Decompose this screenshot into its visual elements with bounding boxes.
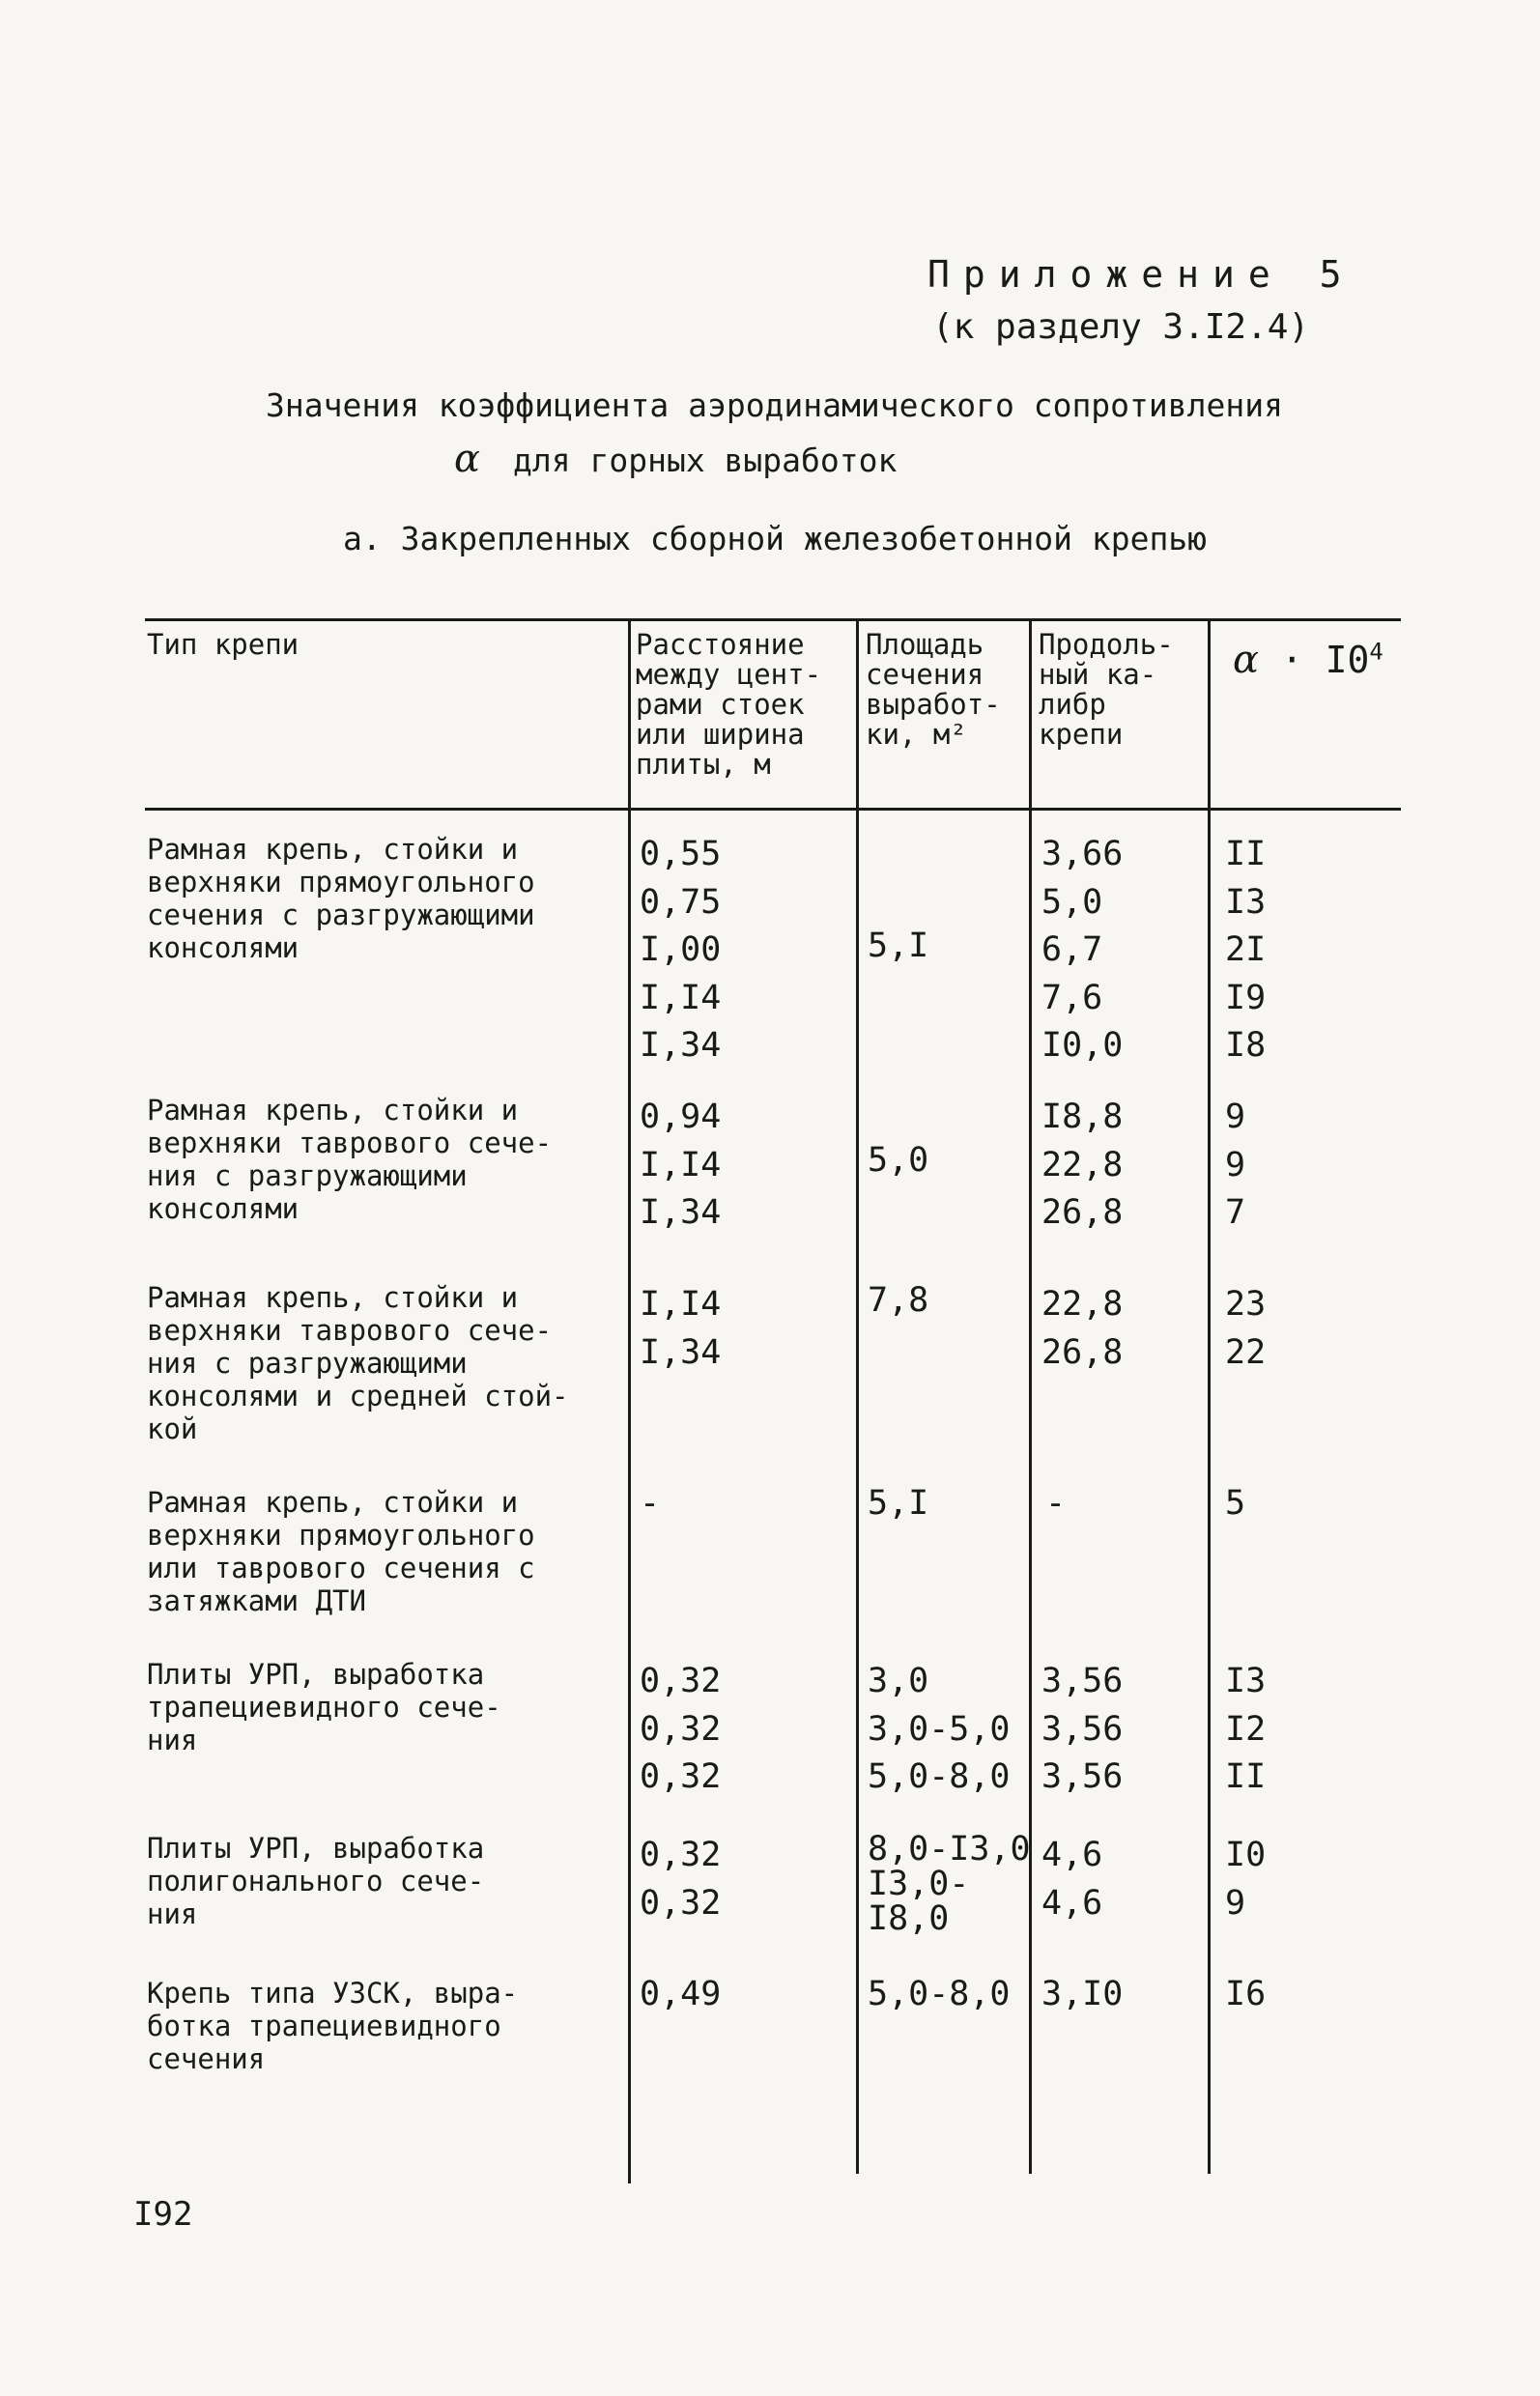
- header-type: Тип крепи: [147, 628, 299, 661]
- row-2-caliber: I8,8 22,8 26,8: [1041, 1098, 1124, 1232]
- row-6-type: Плиты УРП, выработка полигонального сече- ния: [147, 1832, 485, 1930]
- coefficient-table: [145, 618, 1401, 2183]
- row-3-distance: I,I4 I,34: [640, 1285, 722, 1372]
- row-1-alpha: II I3 2I I9 I8: [1225, 835, 1267, 1065]
- table-title-line-2: [454, 437, 897, 481]
- row-3-type: Рамная крепь, стойки и верхняки таврового сече- ния с разгружающими консолями и средней стой- кой: [147, 1281, 569, 1445]
- row-4-alpha: 5: [1225, 1484, 1246, 1523]
- row-1-type: Рамная крепь, стойки и верхняки прямоугольного сечения с разгружающими консолями: [147, 833, 535, 964]
- table-header-rule: [145, 808, 1401, 811]
- row-6-distance: 0,32 0,32: [640, 1836, 722, 1923]
- row-3-area: 7,8: [868, 1281, 929, 1320]
- row-5-distance: 0,32 0,32 0,32: [640, 1662, 722, 1796]
- header-alpha-factor: · I0: [1280, 639, 1370, 681]
- row-2-area: 5,0: [868, 1141, 929, 1180]
- row-4-area: 5,I: [868, 1484, 929, 1523]
- row-1-area: 5,I: [868, 927, 929, 965]
- column-divider-3: [1029, 618, 1032, 2174]
- header-alpha: [1233, 638, 1383, 682]
- row-7-alpha: I6: [1225, 1975, 1267, 2013]
- row-3-caliber: 22,8 26,8: [1041, 1285, 1124, 1372]
- page-number: I92: [133, 2195, 193, 2234]
- row-4-caliber: -: [1045, 1484, 1067, 1523]
- row-1-distance: 0,55 0,75 I,00 I,I4 I,34: [640, 835, 722, 1065]
- column-divider-4: [1208, 618, 1211, 2174]
- row-6-area: 8,0-I3,0 I3,0- I8,0: [868, 1830, 1031, 1938]
- row-6-caliber: 4,6 4,6: [1041, 1836, 1103, 1923]
- row-4-type: Рамная крепь, стойки и верхняки прямоугольного или таврового сечения с затяжками ДТИ: [147, 1486, 535, 1617]
- column-divider-2: [856, 618, 859, 2174]
- alpha-symbol: α: [454, 437, 481, 481]
- row-2-alpha: 9 9 7: [1225, 1098, 1246, 1232]
- row-5-alpha: I3 I2 II: [1225, 1662, 1267, 1796]
- table-title-line-2-text: для горных выработок: [513, 442, 898, 479]
- row-1-caliber: 3,66 5,0 6,7 7,6 I0,0: [1041, 835, 1124, 1065]
- section-subtitle: а. Закрепленных сборной железобетонной крепью: [343, 520, 1208, 557]
- row-7-type: Крепь типа УЗСК, выра- ботка трапециевидного сечения: [147, 1977, 519, 2075]
- appendix-reference: (к разделу 3.I2.4): [932, 307, 1310, 347]
- row-7-area: 5,0-8,0: [868, 1975, 1011, 2013]
- header-caliber: Продоль- ный ка- либр крепи: [1039, 628, 1174, 751]
- column-divider-1: [628, 618, 631, 2183]
- row-7-distance: 0,49: [640, 1975, 722, 2013]
- row-4-distance: -: [640, 1484, 661, 1523]
- row-7-caliber: 3,I0: [1041, 1975, 1124, 2013]
- header-distance: Расстояние между цент- рами стоек или ширина плиты, м: [636, 628, 822, 781]
- row-6-alpha: I0 9: [1225, 1836, 1267, 1923]
- appendix-title: Приложение 5: [927, 253, 1355, 296]
- header-area: Площадь сечения выработ- ки, м²: [866, 628, 1001, 751]
- header-alpha-exponent: 4: [1369, 638, 1383, 666]
- header-alpha-symbol: α: [1233, 638, 1260, 682]
- row-5-caliber: 3,56 3,56 3,56: [1041, 1662, 1124, 1796]
- row-2-type: Рамная крепь, стойки и верхняки таврового сече- ния с разгружающими консолями: [147, 1094, 553, 1225]
- row-3-alpha: 23 22: [1225, 1285, 1267, 1372]
- table-top-rule: [145, 618, 1401, 621]
- row-5-type: Плиты УРП, выработка трапециевидного сече- ния: [147, 1658, 501, 1756]
- table-title-line-1: Значения коэффициента аэродинамического сопротивления: [266, 386, 1283, 424]
- row-5-area: 3,0 3,0-5,0 5,0-8,0: [868, 1662, 1011, 1796]
- row-2-distance: 0,94 I,I4 I,34: [640, 1098, 722, 1232]
